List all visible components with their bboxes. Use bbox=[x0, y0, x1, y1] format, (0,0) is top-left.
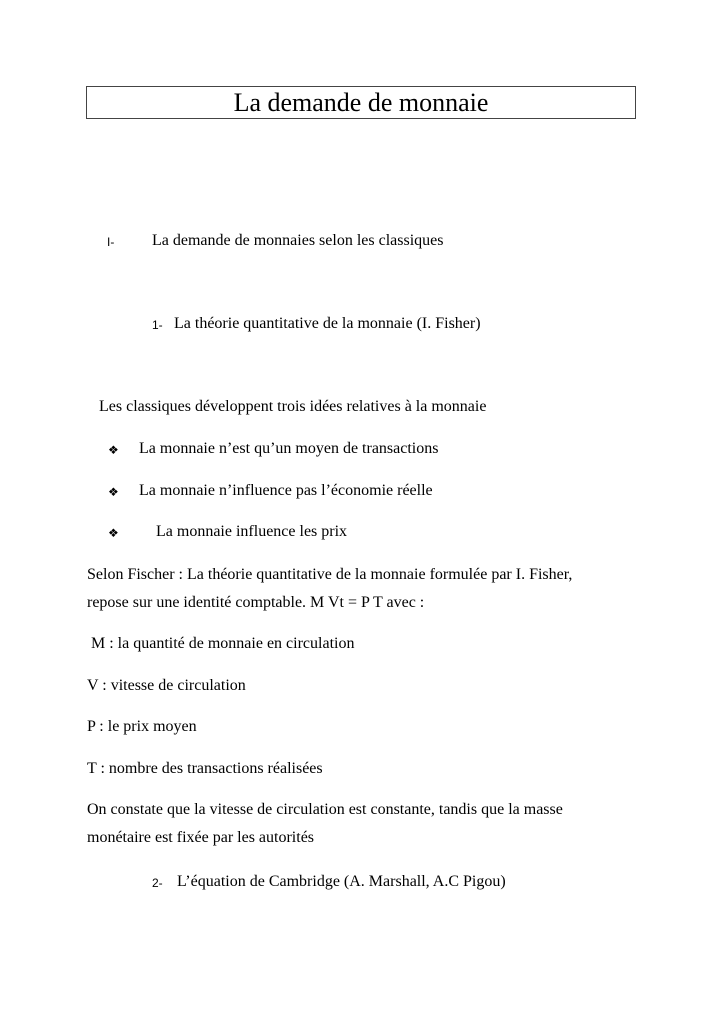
bullet-icon: ❖ bbox=[108, 443, 119, 457]
subsection-marker-2: 2- bbox=[152, 876, 163, 890]
bullet-text-1: La monnaie n’est qu’un moyen de transactions bbox=[139, 440, 439, 457]
definition-m: M : la quantité de monnaie en circulation bbox=[91, 635, 355, 652]
bullet-icon: ❖ bbox=[108, 485, 119, 499]
definition-t: T : nombre des transactions réalisées bbox=[87, 760, 323, 777]
subsection-marker-1: 1- bbox=[152, 318, 163, 332]
definition-p: P : le prix moyen bbox=[87, 718, 197, 735]
paragraph-1-line-2: repose sur une identité comptable. M Vt = P T avec : bbox=[87, 594, 425, 611]
bullet-text-2: La monnaie n’influence pas l’économie réelle bbox=[139, 482, 433, 499]
subsection-heading-2: L’équation de Cambridge (A. Marshall, A.C Pigou) bbox=[177, 873, 506, 890]
definition-v: V : vitesse de circulation bbox=[87, 677, 246, 694]
document-title: La demande de monnaie bbox=[86, 86, 636, 119]
paragraph-2-line-1: On constate que la vitesse de circulation est constante, tandis que la masse bbox=[87, 801, 563, 818]
section-heading: La demande de monnaies selon les classiques bbox=[152, 232, 444, 249]
bullet-icon: ❖ bbox=[108, 526, 119, 540]
subsection-heading-1: La théorie quantitative de la monnaie (I. Fisher) bbox=[174, 315, 481, 332]
bullet-text-3: La monnaie influence les prix bbox=[156, 523, 348, 540]
section-marker: I- bbox=[107, 235, 115, 249]
paragraph-1-line-1: Selon Fischer : La théorie quantitative de la monnaie formulée par I. Fisher, bbox=[87, 566, 573, 583]
intro-text: Les classiques développent trois idées relatives à la monnaie bbox=[99, 398, 487, 415]
paragraph-2-line-2: monétaire est fixée par les autorités bbox=[87, 829, 315, 846]
